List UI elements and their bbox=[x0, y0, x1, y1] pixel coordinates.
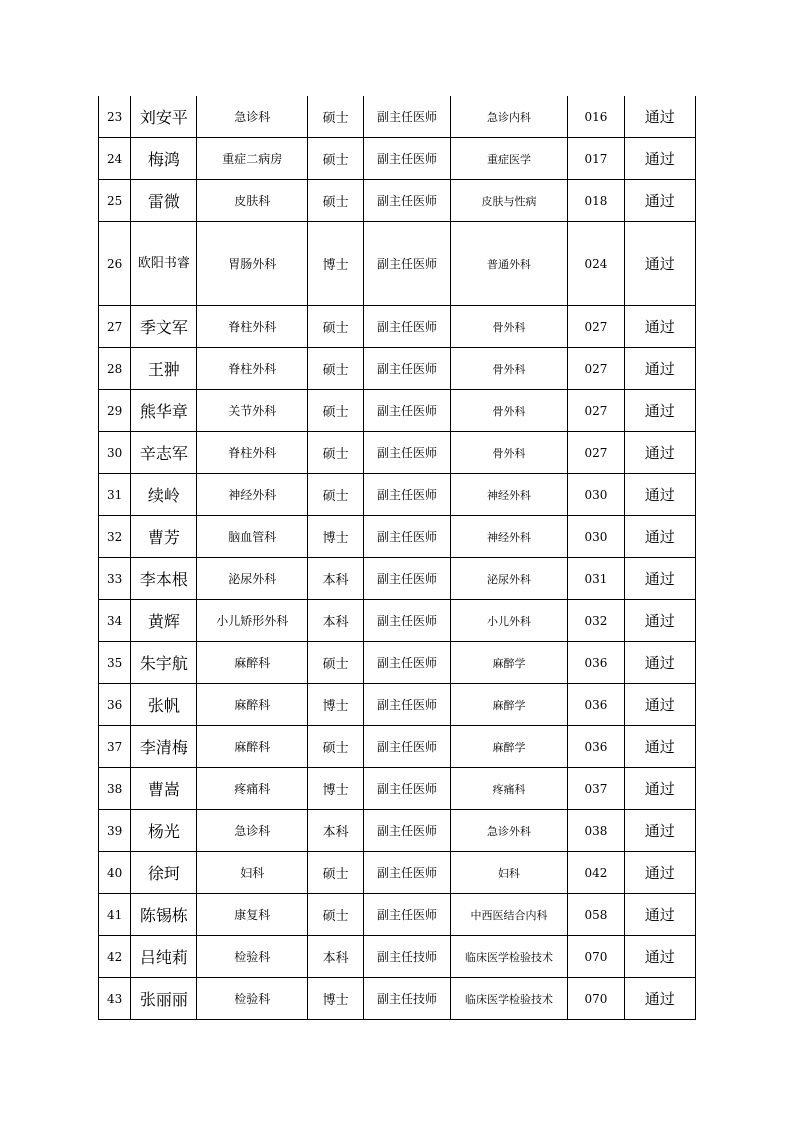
specialty-cell: 重症医学 bbox=[450, 138, 568, 180]
code-cell: 031 bbox=[568, 558, 624, 600]
name-cell: 季文军 bbox=[131, 306, 197, 348]
code-cell: 058 bbox=[568, 894, 624, 936]
specialty-cell: 疼痛科 bbox=[450, 768, 568, 810]
department-cell: 小儿矫形外科 bbox=[197, 600, 308, 642]
result-cell: 通过 bbox=[624, 474, 695, 516]
specialty-cell: 小儿外科 bbox=[450, 600, 568, 642]
table-row bbox=[99, 894, 696, 936]
row-number: 40 bbox=[99, 852, 131, 894]
department-cell: 泌尿外科 bbox=[197, 558, 308, 600]
table-row bbox=[99, 138, 696, 180]
degree-cell: 硕士 bbox=[308, 138, 364, 180]
code-cell: 027 bbox=[568, 306, 624, 348]
table-row bbox=[99, 600, 696, 642]
department-cell: 急诊科 bbox=[197, 810, 308, 852]
degree-cell: 博士 bbox=[308, 768, 364, 810]
specialty-cell: 临床医学检验技术 bbox=[450, 978, 568, 1020]
name-cell: 李清梅 bbox=[131, 726, 197, 768]
specialty-cell: 神经外科 bbox=[450, 516, 568, 558]
title-cell: 副主任医师 bbox=[364, 852, 450, 894]
department-cell: 麻醉科 bbox=[197, 726, 308, 768]
title-cell: 副主任医师 bbox=[364, 894, 450, 936]
department-cell: 检验科 bbox=[197, 978, 308, 1020]
title-cell: 副主任医师 bbox=[364, 390, 450, 432]
title-cell: 副主任医师 bbox=[364, 306, 450, 348]
code-cell: 032 bbox=[568, 600, 624, 642]
name-cell: 梅鸿 bbox=[131, 138, 197, 180]
row-number: 35 bbox=[99, 642, 131, 684]
name-cell: 曹嵩 bbox=[131, 768, 197, 810]
title-cell: 副主任医师 bbox=[364, 222, 450, 306]
result-cell: 通过 bbox=[624, 432, 695, 474]
department-cell: 神经外科 bbox=[197, 474, 308, 516]
department-cell: 胃肠外科 bbox=[197, 222, 308, 306]
degree-cell: 博士 bbox=[308, 222, 364, 306]
result-cell: 通过 bbox=[624, 810, 695, 852]
table-row bbox=[99, 936, 696, 978]
name-cell: 黄辉 bbox=[131, 600, 197, 642]
code-cell: 016 bbox=[568, 96, 624, 138]
row-number: 24 bbox=[99, 138, 131, 180]
department-cell: 麻醉科 bbox=[197, 642, 308, 684]
name-cell: 杨光 bbox=[131, 810, 197, 852]
result-cell: 通过 bbox=[624, 180, 695, 222]
degree-cell: 硕士 bbox=[308, 474, 364, 516]
specialty-cell: 麻醉学 bbox=[450, 642, 568, 684]
specialty-cell: 急诊内科 bbox=[450, 96, 568, 138]
row-number: 38 bbox=[99, 768, 131, 810]
code-cell: 027 bbox=[568, 348, 624, 390]
row-number: 39 bbox=[99, 810, 131, 852]
result-cell: 通过 bbox=[624, 600, 695, 642]
code-cell: 018 bbox=[568, 180, 624, 222]
name-cell: 朱宇航 bbox=[131, 642, 197, 684]
name-cell: 王翀 bbox=[131, 348, 197, 390]
code-cell: 037 bbox=[568, 768, 624, 810]
result-cell: 通过 bbox=[624, 558, 695, 600]
department-cell: 康复科 bbox=[197, 894, 308, 936]
degree-cell: 硕士 bbox=[308, 390, 364, 432]
degree-cell: 本科 bbox=[308, 810, 364, 852]
degree-cell: 博士 bbox=[308, 516, 364, 558]
name-cell: 雷微 bbox=[131, 180, 197, 222]
title-cell: 副主任医师 bbox=[364, 474, 450, 516]
degree-cell: 硕士 bbox=[308, 894, 364, 936]
code-cell: 070 bbox=[568, 978, 624, 1020]
degree-cell: 硕士 bbox=[308, 306, 364, 348]
degree-cell: 硕士 bbox=[308, 726, 364, 768]
specialty-cell: 中西医结合内科 bbox=[450, 894, 568, 936]
row-number: 34 bbox=[99, 600, 131, 642]
department-cell: 急诊科 bbox=[197, 96, 308, 138]
row-number: 23 bbox=[99, 96, 131, 138]
table-row bbox=[99, 180, 696, 222]
title-cell: 副主任医师 bbox=[364, 180, 450, 222]
row-number: 41 bbox=[99, 894, 131, 936]
code-cell: 036 bbox=[568, 726, 624, 768]
table-row bbox=[99, 684, 696, 726]
result-cell: 通过 bbox=[624, 642, 695, 684]
department-cell: 脊柱外科 bbox=[197, 432, 308, 474]
table-row bbox=[99, 516, 696, 558]
specialty-cell: 泌尿外科 bbox=[450, 558, 568, 600]
table-row bbox=[99, 306, 696, 348]
row-number: 27 bbox=[99, 306, 131, 348]
title-cell: 副主任医师 bbox=[364, 558, 450, 600]
name-cell: 徐珂 bbox=[131, 852, 197, 894]
code-cell: 024 bbox=[568, 222, 624, 306]
table-body bbox=[99, 96, 696, 1020]
name-cell: 陈锡栋 bbox=[131, 894, 197, 936]
table-row bbox=[99, 558, 696, 600]
name-cell: 张丽丽 bbox=[131, 978, 197, 1020]
row-number: 32 bbox=[99, 516, 131, 558]
table-row bbox=[99, 222, 696, 306]
department-cell: 皮肤科 bbox=[197, 180, 308, 222]
table-row bbox=[99, 642, 696, 684]
result-cell: 通过 bbox=[624, 348, 695, 390]
department-cell: 妇科 bbox=[197, 852, 308, 894]
specialty-cell: 普通外科 bbox=[450, 222, 568, 306]
table-row bbox=[99, 810, 696, 852]
code-cell: 027 bbox=[568, 432, 624, 474]
degree-cell: 本科 bbox=[308, 600, 364, 642]
table-row bbox=[99, 432, 696, 474]
department-cell: 麻醉科 bbox=[197, 684, 308, 726]
code-cell: 036 bbox=[568, 642, 624, 684]
specialty-cell: 急诊外科 bbox=[450, 810, 568, 852]
table-row bbox=[99, 474, 696, 516]
specialty-cell: 骨外科 bbox=[450, 390, 568, 432]
degree-cell: 博士 bbox=[308, 684, 364, 726]
result-cell: 通过 bbox=[624, 222, 695, 306]
result-cell: 通过 bbox=[624, 390, 695, 432]
degree-cell: 本科 bbox=[308, 936, 364, 978]
result-cell: 通过 bbox=[624, 138, 695, 180]
specialty-cell: 临床医学检验技术 bbox=[450, 936, 568, 978]
department-cell: 检验科 bbox=[197, 936, 308, 978]
table-row bbox=[99, 978, 696, 1020]
specialty-cell: 骨外科 bbox=[450, 348, 568, 390]
code-cell: 070 bbox=[568, 936, 624, 978]
specialty-cell: 麻醉学 bbox=[450, 684, 568, 726]
code-cell: 038 bbox=[568, 810, 624, 852]
code-cell: 030 bbox=[568, 474, 624, 516]
name-cell: 李本根 bbox=[131, 558, 197, 600]
title-cell: 副主任医师 bbox=[364, 96, 450, 138]
degree-cell: 本科 bbox=[308, 558, 364, 600]
code-cell: 017 bbox=[568, 138, 624, 180]
name-cell: 欧阳书睿 bbox=[131, 222, 197, 306]
row-number: 37 bbox=[99, 726, 131, 768]
department-cell: 脊柱外科 bbox=[197, 306, 308, 348]
title-cell: 副主任医师 bbox=[364, 600, 450, 642]
specialty-cell: 神经外科 bbox=[450, 474, 568, 516]
row-number: 31 bbox=[99, 474, 131, 516]
name-cell: 刘安平 bbox=[131, 96, 197, 138]
department-cell: 重症二病房 bbox=[197, 138, 308, 180]
name-cell: 辛志军 bbox=[131, 432, 197, 474]
row-number: 36 bbox=[99, 684, 131, 726]
table-row bbox=[99, 390, 696, 432]
result-cell: 通过 bbox=[624, 516, 695, 558]
degree-cell: 硕士 bbox=[308, 852, 364, 894]
row-number: 28 bbox=[99, 348, 131, 390]
department-cell: 脊柱外科 bbox=[197, 348, 308, 390]
title-cell: 副主任医师 bbox=[364, 684, 450, 726]
table-row bbox=[99, 348, 696, 390]
department-cell: 疼痛科 bbox=[197, 768, 308, 810]
personnel-table bbox=[98, 96, 696, 1020]
title-cell: 副主任医师 bbox=[364, 516, 450, 558]
table-row bbox=[99, 852, 696, 894]
row-number: 30 bbox=[99, 432, 131, 474]
department-cell: 脑血管科 bbox=[197, 516, 308, 558]
result-cell: 通过 bbox=[624, 306, 695, 348]
title-cell: 副主任医师 bbox=[364, 726, 450, 768]
title-cell: 副主任医师 bbox=[364, 432, 450, 474]
name-cell: 续岭 bbox=[131, 474, 197, 516]
degree-cell: 硕士 bbox=[308, 432, 364, 474]
row-number: 26 bbox=[99, 222, 131, 306]
title-cell: 副主任医师 bbox=[364, 642, 450, 684]
result-cell: 通过 bbox=[624, 726, 695, 768]
result-cell: 通过 bbox=[624, 684, 695, 726]
degree-cell: 硕士 bbox=[308, 96, 364, 138]
code-cell: 027 bbox=[568, 390, 624, 432]
title-cell: 副主任医师 bbox=[364, 138, 450, 180]
degree-cell: 硕士 bbox=[308, 642, 364, 684]
degree-cell: 硕士 bbox=[308, 348, 364, 390]
name-cell: 熊华章 bbox=[131, 390, 197, 432]
specialty-cell: 骨外科 bbox=[450, 432, 568, 474]
title-cell: 副主任医师 bbox=[364, 348, 450, 390]
result-cell: 通过 bbox=[624, 936, 695, 978]
code-cell: 036 bbox=[568, 684, 624, 726]
table-row bbox=[99, 768, 696, 810]
row-number: 42 bbox=[99, 936, 131, 978]
specialty-cell: 骨外科 bbox=[450, 306, 568, 348]
title-cell: 副主任医师 bbox=[364, 810, 450, 852]
table-row bbox=[99, 96, 696, 138]
code-cell: 042 bbox=[568, 852, 624, 894]
row-number: 29 bbox=[99, 390, 131, 432]
code-cell: 030 bbox=[568, 516, 624, 558]
row-number: 43 bbox=[99, 978, 131, 1020]
name-cell: 曹芳 bbox=[131, 516, 197, 558]
degree-cell: 硕士 bbox=[308, 180, 364, 222]
specialty-cell: 皮肤与性病 bbox=[450, 180, 568, 222]
name-cell: 张帆 bbox=[131, 684, 197, 726]
table-row bbox=[99, 726, 696, 768]
result-cell: 通过 bbox=[624, 852, 695, 894]
result-cell: 通过 bbox=[624, 96, 695, 138]
result-cell: 通过 bbox=[624, 978, 695, 1020]
specialty-cell: 妇科 bbox=[450, 852, 568, 894]
title-cell: 副主任医师 bbox=[364, 768, 450, 810]
department-cell: 关节外科 bbox=[197, 390, 308, 432]
result-cell: 通过 bbox=[624, 894, 695, 936]
name-cell: 吕纯莉 bbox=[131, 936, 197, 978]
degree-cell: 博士 bbox=[308, 978, 364, 1020]
specialty-cell: 麻醉学 bbox=[450, 726, 568, 768]
title-cell: 副主任技师 bbox=[364, 978, 450, 1020]
result-cell: 通过 bbox=[624, 768, 695, 810]
title-cell: 副主任技师 bbox=[364, 936, 450, 978]
row-number: 33 bbox=[99, 558, 131, 600]
row-number: 25 bbox=[99, 180, 131, 222]
